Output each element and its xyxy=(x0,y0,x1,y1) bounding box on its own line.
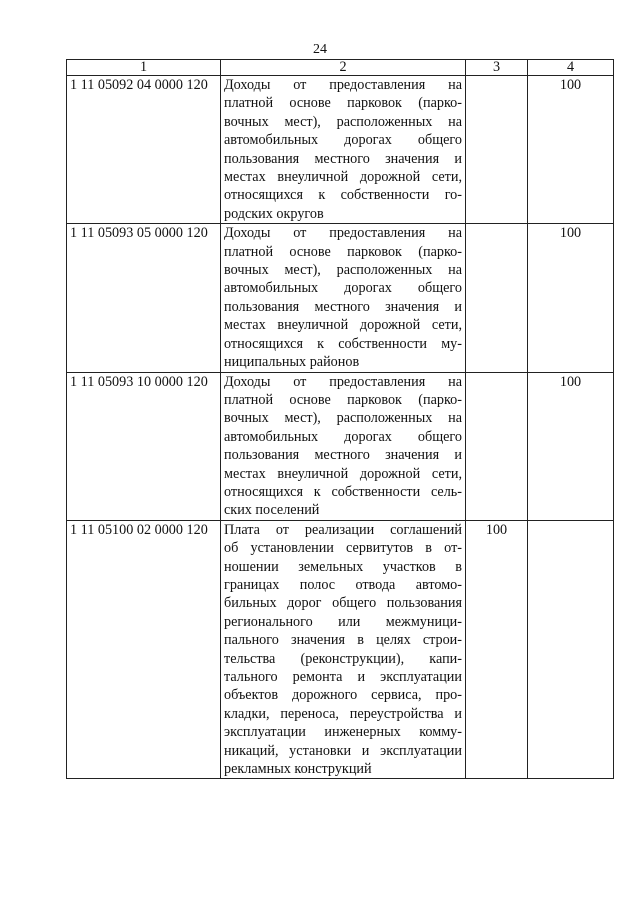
table-row xyxy=(67,372,614,520)
revenue-name-line: местах внеуличной дорожной сети, xyxy=(224,169,462,186)
revenue-name-line: Доходы от предоставления на xyxy=(224,373,462,390)
table-row xyxy=(67,224,614,372)
revenue-name-line: Плата от реализации соглашений xyxy=(224,521,462,538)
page-number: 24 xyxy=(313,42,327,57)
table-row xyxy=(67,76,614,224)
revenue-name-line: ношении земельных участков в xyxy=(224,558,462,575)
revenue-name-line: платной основе парковок (парко- xyxy=(224,391,462,408)
budget-code: 1 11 05092 04 0000 120 xyxy=(67,76,221,224)
revenue-name xyxy=(221,76,466,224)
revenue-name-line: относящихся к собственности му- xyxy=(224,335,462,352)
revenue-name-line: регионального или межмуници- xyxy=(224,613,462,630)
revenue-name-line: об установлении сервитутов в от- xyxy=(224,540,462,557)
revenue-name-line: вочных мест), расположенных на xyxy=(224,113,462,130)
revenue-name xyxy=(221,520,466,779)
table-header-row xyxy=(67,60,614,76)
revenue-name-line: рекламных конструкций xyxy=(224,761,372,778)
revenue-name-line: местах внеуличной дорожной сети, xyxy=(224,465,462,482)
revenue-name-line: объектов дорожного сервиса, про- xyxy=(224,687,462,704)
column-3-value: 100 xyxy=(466,520,528,779)
column-4-value: 100 xyxy=(528,76,614,224)
budget-code: 1 11 05093 05 0000 120 xyxy=(67,224,221,372)
column-header-2: 2 xyxy=(221,60,466,76)
revenue-name-line: Доходы от предоставления на xyxy=(224,225,462,242)
column-3-value xyxy=(466,76,528,224)
revenue-name-line: пального значения в целях строи- xyxy=(224,632,462,649)
revenue-name-line: ниципальных районов xyxy=(224,354,360,371)
revenue-name-line: автомобильных дорогах общего xyxy=(224,280,462,297)
revenue-name-line: платной основе парковок (парко- xyxy=(224,95,462,112)
revenue-name-line: пользования местного значения и xyxy=(224,298,462,315)
revenue-name-line: местах внеуличной дорожной сети, xyxy=(224,317,462,334)
revenue-table xyxy=(66,59,614,779)
revenue-name xyxy=(221,372,466,520)
revenue-name-line: тельства (реконструкции), капи- xyxy=(224,650,462,667)
revenue-name-line: никаций, установки и эксплуатации xyxy=(224,742,462,759)
column-3-value xyxy=(466,372,528,520)
column-4-value: 100 xyxy=(528,224,614,372)
revenue-name-line: пользования местного значения и xyxy=(224,150,462,167)
revenue-name-line: платной основе парковок (парко- xyxy=(224,243,462,260)
revenue-name-line: относящихся к собственности го- xyxy=(224,187,462,204)
column-4-value xyxy=(528,520,614,779)
revenue-name-line: кладки, переноса, переустройства и xyxy=(224,705,462,722)
column-header-4: 4 xyxy=(528,60,614,76)
revenue-name xyxy=(221,224,466,372)
column-header-3: 3 xyxy=(466,60,528,76)
column-header-1: 1 xyxy=(67,60,221,76)
revenue-name-line: границах полос отвода автомо- xyxy=(224,576,462,593)
revenue-name-line: родских округов xyxy=(224,205,324,222)
table-row xyxy=(67,520,614,779)
revenue-name-line: бильных дорог общего пользования xyxy=(224,595,462,612)
revenue-name-line: автомобильных дорогах общего xyxy=(224,428,462,445)
revenue-name-line: ских поселений xyxy=(224,502,320,519)
revenue-name-line: относящихся к собственности сель- xyxy=(224,483,462,500)
revenue-name-line: вочных мест), расположенных на xyxy=(224,262,462,279)
revenue-name-line: автомобильных дорогах общего xyxy=(224,132,462,149)
column-3-value xyxy=(466,224,528,372)
budget-code: 1 11 05100 02 0000 120 xyxy=(67,520,221,779)
revenue-name-line: Доходы от предоставления на xyxy=(224,77,462,93)
revenue-name-line: пользования местного значения и xyxy=(224,447,462,464)
revenue-name-line: эксплуатации инженерных комму- xyxy=(224,724,462,741)
revenue-name-line: вочных мест), расположенных на xyxy=(224,410,462,427)
column-4-value: 100 xyxy=(528,372,614,520)
budget-code: 1 11 05093 10 0000 120 xyxy=(67,372,221,520)
revenue-name-line: тального ремонта и эксплуатации xyxy=(224,669,462,685)
